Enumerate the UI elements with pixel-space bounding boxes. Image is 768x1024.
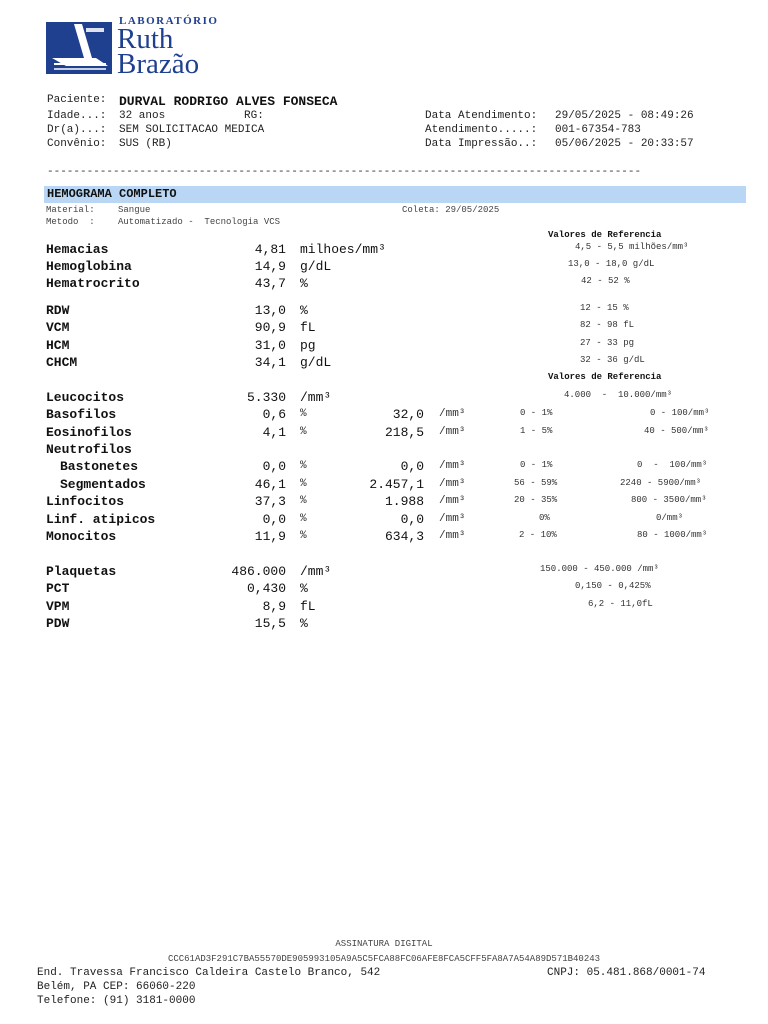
result-percent: 0,6 (262, 407, 286, 422)
result-percent: 37,3 (254, 494, 286, 509)
reference-header: Valores de Referencia (548, 230, 662, 240)
material-label: Material: (46, 205, 95, 215)
exam-title: HEMOGRAMA COMPLETO (47, 187, 177, 201)
result-value: 0,430 (246, 581, 286, 596)
absolute-unit: /mm³ (439, 495, 466, 507)
print-date-value: 05/06/2025 - 20:33:57 (555, 138, 694, 150)
result-absolute: 634,3 (384, 529, 424, 544)
reference-absolute: 2240 - 5900/mm³ (620, 478, 702, 488)
result-unit: fL (300, 599, 316, 614)
result-value: 486.000 (231, 564, 286, 579)
percent-unit: % (300, 478, 307, 490)
result-unit: g/dL (300, 259, 332, 274)
result-unit: /mm³ (300, 390, 332, 405)
result-unit: % (300, 276, 308, 291)
patient-label: Paciente: (47, 94, 107, 106)
reference-percent: 1 - 5% (520, 426, 553, 436)
result-unit: fL (300, 320, 316, 335)
result-reference: 0,150 - 0,425% (575, 581, 651, 591)
result-unit: % (300, 581, 308, 596)
result-name: Leucocitos (46, 390, 125, 405)
age-value: 32 anos (119, 110, 166, 122)
result-value: 4,81 (254, 242, 286, 257)
result-name: Plaquetas (46, 564, 117, 579)
result-unit: % (300, 303, 308, 318)
visit-label: Atendimento.....: (425, 124, 538, 136)
result-reference: 4.000 - 10.000/mm³ (564, 390, 673, 400)
absolute-unit: /mm³ (439, 478, 466, 490)
percent-unit: % (300, 513, 307, 525)
doctor-value: SEM SOLICITACAO MEDICA (119, 124, 265, 136)
insurance-value: SUS (RB) (119, 138, 172, 150)
reference-percent: 0% (539, 513, 550, 523)
result-name: RDW (46, 303, 70, 318)
footer-cnpj: CNPJ: 05.481.868/0001-74 (547, 967, 706, 979)
result-absolute: 32,0 (392, 407, 424, 422)
doctor-label: Dr(a)...: (47, 124, 107, 136)
absolute-unit: /mm³ (439, 530, 466, 542)
reference-absolute: 40 - 500/mm³ (644, 426, 709, 436)
result-reference: 4,5 - 5,5 milhões/mm³ (575, 242, 689, 252)
result-absolute: 0,0 (400, 459, 424, 474)
result-value: 8,9 (262, 599, 286, 614)
result-unit: pg (300, 338, 316, 353)
rg-label: RG: (244, 110, 264, 122)
result-absolute: 0,0 (400, 512, 424, 527)
result-name: Neutrofilos (46, 442, 132, 457)
percent-unit: % (300, 408, 307, 420)
collection-date: Coleta: 29/05/2025 (402, 205, 500, 215)
result-value: 31,0 (254, 338, 286, 353)
patient-name: DURVAL RODRIGO ALVES FONSECA (119, 94, 338, 109)
method-label: Metodo : (46, 217, 95, 227)
result-name: Eosinofilos (46, 425, 132, 440)
result-reference: 6,2 - 11,0fL (588, 599, 653, 609)
result-name: Linfocitos (46, 494, 125, 509)
logo-name-line1: Ruth (117, 23, 174, 55)
method-value: Automatizado - Tecnologia VCS (118, 217, 281, 227)
result-name: HCM (46, 338, 70, 353)
reference-percent: 0 - 1% (520, 408, 553, 418)
percent-unit: % (300, 426, 307, 438)
footer-phone: Telefone: (91) 3181-0000 (37, 995, 196, 1007)
reference-absolute: 800 - 3500/mm³ (631, 495, 707, 505)
absolute-unit: /mm³ (439, 513, 466, 525)
visit-value: 001-67354-783 (555, 124, 641, 136)
result-name: Basofilos (46, 407, 117, 422)
logo-subtitle: LABORATÓRIO (119, 15, 219, 27)
result-absolute: 218,5 (384, 425, 424, 440)
absolute-unit: /mm³ (439, 460, 466, 472)
result-reference: 13,0 - 18,0 g/dL (568, 259, 655, 269)
result-name: Monocitos (46, 529, 117, 544)
result-unit: g/dL (300, 355, 332, 370)
result-reference: 82 - 98 fL (580, 320, 635, 330)
visit-date-value: 29/05/2025 - 08:49:26 (555, 110, 694, 122)
result-value: 13,0 (254, 303, 286, 318)
result-name: Hematrocrito (46, 276, 140, 291)
result-unit: % (300, 616, 308, 631)
result-value: 34,1 (254, 355, 286, 370)
result-reference: 27 - 33 pg (580, 338, 635, 348)
print-date-label: Data Impressão..: (425, 138, 538, 150)
reference-absolute: 0 - 100/mm³ (650, 408, 710, 418)
result-reference: 12 - 15 % (580, 303, 629, 313)
result-percent: 0,0 (262, 512, 286, 527)
reference-absolute: 80 - 1000/mm³ (637, 530, 708, 540)
absolute-unit: /mm³ (439, 426, 466, 438)
result-name: VPM (46, 599, 70, 614)
visit-date-label: Data Atendimento: (425, 110, 538, 122)
result-percent: 46,1 (254, 477, 286, 492)
result-absolute: 2.457,1 (369, 477, 424, 492)
insurance-label: Convênio: (47, 138, 107, 150)
result-name: Hemoglobina (46, 259, 132, 274)
result-name: Linf. atipicos (46, 512, 156, 527)
reference-absolute: 0 - 100/mm³ (637, 460, 708, 470)
result-percent: 11,9 (254, 529, 286, 544)
percent-unit: % (300, 530, 307, 542)
result-percent: 4,1 (262, 425, 286, 440)
result-unit: /mm³ (300, 564, 332, 579)
result-reference: 42 - 52 % (581, 276, 630, 286)
signature-label: ASSINATURA DIGITAL (335, 939, 433, 949)
reference-absolute: 0/mm³ (656, 513, 684, 523)
percent-unit: % (300, 495, 307, 507)
result-name: VCM (46, 320, 70, 335)
result-unit: milhoes/mm³ (300, 242, 386, 257)
result-name: PDW (46, 616, 70, 631)
result-value: 14,9 (254, 259, 286, 274)
footer-address: End. Travessa Francisco Caldeira Castelo Branco, 542 (37, 967, 381, 979)
reference-percent: 20 - 35% (514, 495, 558, 505)
result-value: 43,7 (254, 276, 286, 291)
result-reference: 32 - 36 g/dL (580, 355, 645, 365)
result-name: PCT (46, 581, 70, 596)
result-absolute: 1.988 (384, 494, 424, 509)
result-value: 5.330 (246, 390, 286, 405)
result-value: 15,5 (254, 616, 286, 631)
exam-title-band (44, 186, 746, 203)
age-label: Idade...: (47, 110, 107, 122)
result-value: 90,9 (254, 320, 286, 335)
logo-emblem-icon (46, 18, 114, 76)
result-percent: 0,0 (262, 459, 286, 474)
material-value: Sangue (118, 205, 151, 215)
reference-percent: 0 - 1% (520, 460, 553, 470)
reference-percent: 56 - 59% (514, 478, 558, 488)
reference-percent: 2 - 10% (519, 530, 557, 540)
result-reference: 150.000 - 450.000 /mm³ (540, 564, 659, 574)
logo-name-line2: Brazão (117, 48, 200, 80)
separator-line: ------------------------------------------------------------------------------------------ (47, 166, 642, 178)
result-name: CHCM (46, 355, 78, 370)
result-name: Hemacias (46, 242, 109, 257)
percent-unit: % (300, 460, 307, 472)
footer-city: Belém, PA CEP: 66060-220 (37, 981, 196, 993)
result-name: Bastonetes (60, 459, 139, 474)
signature-hash: CCC61AD3F291C7BA55570DE905993105A9A5C5FCA88FC06AFE8FCA5CFF5FA8A7A54A89D571B40243 (167, 954, 601, 964)
result-name: Segmentados (60, 477, 146, 492)
absolute-unit: /mm³ (439, 408, 466, 420)
white-reference-header: Valores de Referencia (548, 372, 662, 382)
